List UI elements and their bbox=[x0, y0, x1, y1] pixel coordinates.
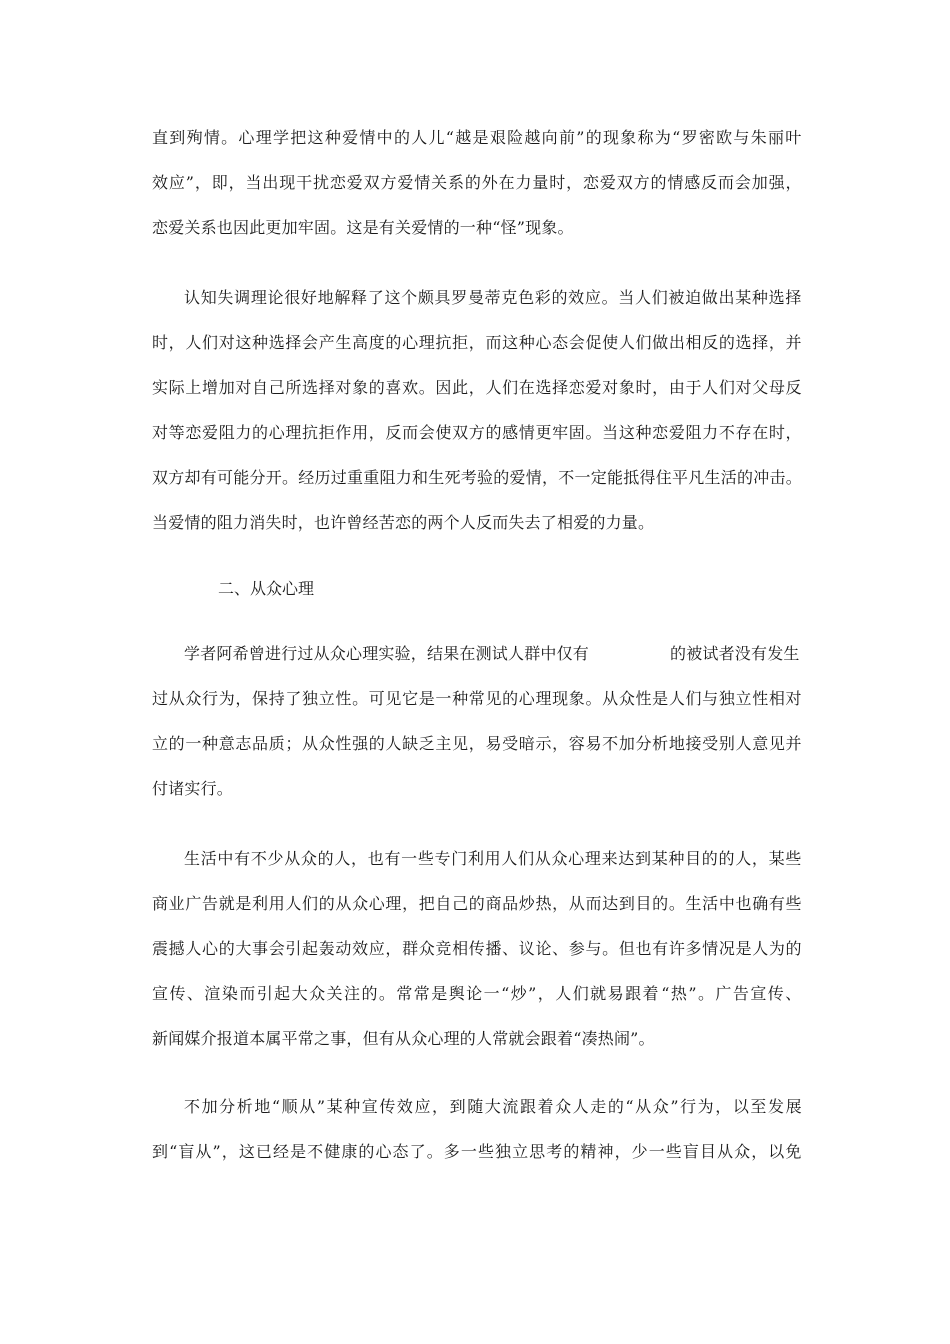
paragraph-line: 恋爱关系也因此更加牢固。这是有关爱情的一种“怪”现象。 bbox=[152, 218, 574, 237]
paragraph-line: 付诸实行。 bbox=[152, 779, 234, 798]
paragraph-line: 的被试者没有发生 bbox=[670, 644, 800, 663]
paragraph-line: 效 应 ” ， 即 ， 当 出 现 干 扰 恋 爱 双 方 爱 情 关 系 的 外 在 力 量 时 ， 恋 爱 双 方 的 情 感 反 而 会 加 强 ， bbox=[152, 173, 802, 192]
paragraph-line: 时 ， 人 们 对 这 种 选 择 会 产 生 高 度 的 心 理 抗 拒 ， 而 这 种 心 态 会 促 使 人 们 做 出 相 反 的 选 择 ， 并 bbox=[152, 333, 802, 352]
paragraph-line: 立 的 一 种 意 志 品 质 ； 从 众 性 强 的 人 缺 乏 主 见 ， 易 受 暗 示 ， 容 易 不 加 分 析 地 接 受 别 人 意 见 并 bbox=[152, 734, 802, 753]
paragraph-line: 震 撼 人 心 的 大 事 会 引 起 轰 动 效 应 ， 群 众 竞 相 传 播 、 议 论 、 参 与 。 但 也 有 许 多 情 况 是 人 为 的 bbox=[152, 939, 802, 958]
paragraph-line: 当爱情的阻力消失时，也许曾经苦恋的两个人反而失去了相爱的力量。 bbox=[152, 513, 655, 532]
paragraph-line: 生 活 中 有 不 少 从 众 的 人 ， 也 有 一 些 专 门 利 用 人 们 从 众 心 理 来 达 到 某 种 目 的 的 人 ， 某 些 bbox=[184, 849, 802, 868]
paragraph-line: 宣 传 、 渲 染 而 引 起 大 众 关 注 的 。 常 常 是 舆 论 一 “ 炒 ” ， 人 们 就 易 跟 着 “ 热 ” 。 广 告 宣 传 、 bbox=[152, 984, 802, 1003]
paragraph-line: 认 知 失 调 理 论 很 好 地 解 释 了 这 个 颇 具 罗 曼 蒂 克 色 彩 的 效 应 。 当 人 们 被 迫 做 出 某 种 选 择 bbox=[184, 288, 802, 307]
paragraph-line: 双 方 却 有 可 能 分 开 。 经 历 过 重 重 阻 力 和 生 死 考 验 的 爱 情 ， 不 一 定 能 抵 得 住 平 凡 生 活 的 冲 击 。 bbox=[152, 468, 802, 487]
paragraph-line: 对 等 恋 爱 阻 力 的 心 理 抗 拒 作 用 ， 反 而 会 使 双 方 的 感 情 更 牢 固 。 当 这 种 恋 爱 阻 力 不 存 在 时 ， bbox=[152, 423, 802, 442]
paragraph-line: 学者阿希曾进行过从众心理实验，结果在测试人群中仅有 bbox=[184, 644, 590, 663]
paragraph-line: 不 加 分 析 地 “ 顺 从 ” 某 种 宣 传 效 应 ， 到 随 大 流 跟 着 众 人 走 的 “ 从 众 ” 行 为 ， 以 至 发 展 bbox=[184, 1097, 802, 1116]
paragraph-line: 商 业 广 告 就 是 利 用 人 们 的 从 众 心 理 ， 把 自 己 的 商 品 炒 热 ， 从 而 达 到 目 的 。 生 活 中 也 确 有 些 bbox=[152, 894, 802, 913]
paragraph-line: 直 到 殉 情 。 心 理 学 把 这 种 爱 情 中 的 人 儿 “ 越 是 艰 险 越 向 前 ” 的 现 象 称 为 “ 罗 密 欧 与 朱 丽 叶 bbox=[152, 128, 802, 147]
paragraph-line: 实 际 上 增 加 对 自 己 所 选 择 对 象 的 喜 欢 。 因 此 ， 人 们 在 选 择 恋 爱 对 象 时 ， 由 于 人 们 对 父 母 反 bbox=[152, 378, 802, 397]
paragraph-line: 过 从 众 行 为 ， 保 持 了 独 立 性 。 可 见 它 是 一 种 常 见 的 心 理 现 象 。 从 众 性 是 人 们 与 独 立 性 相 对 bbox=[152, 689, 802, 708]
section-heading: 二、从众心理 bbox=[218, 579, 315, 598]
paragraph-line: 新闻媒介报道本属平常之事，但有从众心理的人常就会跟着“凑热闹”。 bbox=[152, 1029, 655, 1048]
paragraph-line: 到 “ 盲 从 ” ， 这 已 经 是 不 健 康 的 心 态 了 。 多 一 些 独 立 思 考 的 精 神 ， 少 一 些 盲 目 从 众 ， 以 免 bbox=[152, 1142, 802, 1161]
